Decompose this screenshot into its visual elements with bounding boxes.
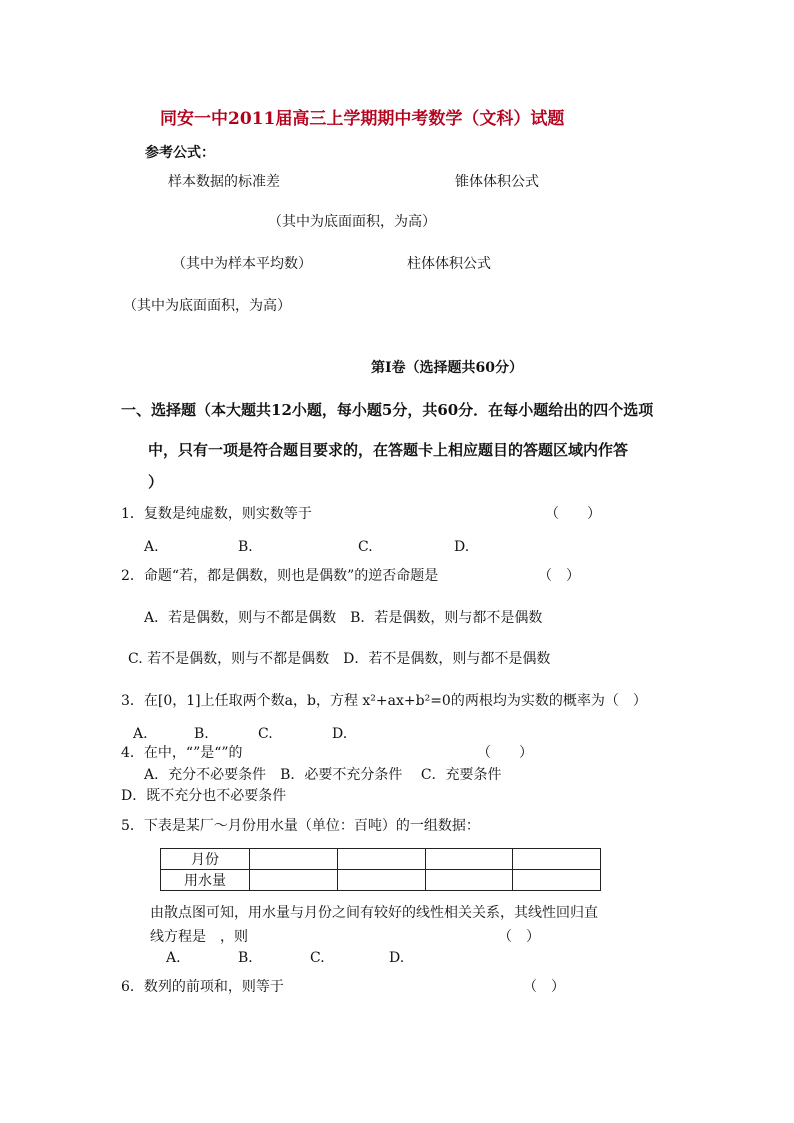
formula-cone-note: （其中为底面面积，为高） bbox=[268, 214, 436, 230]
exam-title: 同安一中2011届高三上学期期中考数学（文科）试题 bbox=[160, 109, 565, 129]
q1-option-d: D. bbox=[454, 539, 470, 555]
q3-option-a: A. bbox=[133, 726, 148, 742]
section-heading-line2: 中，只有一项是符合题目要求的，在答题卡上相应题目的答题区域内作答 bbox=[148, 441, 629, 459]
formulas-heading: 参考公式： bbox=[145, 145, 215, 161]
q2-answer-bracket: （ ） bbox=[538, 568, 580, 584]
table-cell bbox=[337, 870, 425, 891]
q5-option-a: A. bbox=[166, 950, 181, 966]
q1-answer-bracket: （ ） bbox=[545, 506, 601, 522]
table-header-month: 月份 bbox=[161, 849, 250, 870]
table-row bbox=[161, 849, 601, 870]
q3-option-d: D. bbox=[332, 726, 348, 742]
q2-options-cd: C. 若不是偶数，则与不都是偶数 D．若不是偶数，则与都不是偶数 bbox=[128, 651, 551, 667]
q3-stem: 3．在[0，1]上任取两个数a，b，方程 x²+ax+b²=0的两根均为实数的概率为（ ） bbox=[121, 693, 647, 709]
q2-options-ab: A．若是偶数，则与不都是偶数 B．若是偶数，则与都不是偶数 bbox=[144, 610, 543, 626]
formula-std-dev: 样本数据的标准差 bbox=[168, 174, 280, 190]
formula-prism-volume: 柱体体积公式 bbox=[407, 256, 491, 272]
formula-mean-note: （其中为样本平均数） bbox=[172, 256, 312, 272]
table-cell bbox=[513, 870, 601, 891]
q1-stem: 1．复数是纯虚数，则实数等于 bbox=[121, 506, 312, 522]
formula-cone-volume: 锥体体积公式 bbox=[455, 174, 539, 190]
q5-option-c: C. bbox=[310, 950, 325, 966]
q3-option-c: C. bbox=[258, 726, 273, 742]
q6-answer-bracket: （ ） bbox=[523, 979, 565, 995]
table-header-water: 用水量 bbox=[161, 870, 250, 891]
table-cell bbox=[250, 870, 338, 891]
table-cell bbox=[425, 849, 513, 870]
table-row bbox=[161, 870, 601, 891]
q5-option-b: B. bbox=[238, 950, 253, 966]
table-cell bbox=[425, 870, 513, 891]
table-cell bbox=[337, 849, 425, 870]
q3-option-b: B. bbox=[194, 726, 209, 742]
q4-option-d: D．既不充分也不必要条件 bbox=[121, 788, 287, 804]
q4-answer-bracket: （ ） bbox=[477, 745, 533, 761]
water-usage-table bbox=[160, 848, 601, 891]
q2-stem: 2．命题“若，都是偶数，则也是偶数”的逆否命题是 bbox=[121, 568, 439, 584]
table-cell bbox=[513, 849, 601, 870]
q5-answer-bracket: （ ） bbox=[498, 929, 540, 945]
q6-stem: 6．数列的前项和，则等于 bbox=[121, 979, 284, 995]
q5-stem: 5．下表是某厂～月份用水量（单位：百吨）的一组数据： bbox=[121, 818, 480, 834]
q4-options-abc: A．充分不必要条件 B．必要不充分条件 C．充要条件 bbox=[144, 767, 502, 783]
q5-text-line1: 由散点图可知，用水量与月份之间有较好的线性相关关系，其线性回归直 bbox=[150, 905, 598, 921]
q1-option-a: A. bbox=[144, 539, 159, 555]
q1-option-b: B. bbox=[238, 539, 253, 555]
section-heading-line1: 一、选择题（本大题共12小题，每小题5分，共60分．在每小题给出的四个选项 bbox=[121, 401, 654, 419]
section-heading-line3: ） bbox=[148, 473, 164, 491]
q1-option-c: C. bbox=[358, 539, 373, 555]
q5-text-line2: 线方程是 ，则 bbox=[150, 929, 248, 945]
table-cell bbox=[250, 849, 338, 870]
q5-option-d: D. bbox=[389, 950, 405, 966]
q4-stem: 4．在中，“”是“”的 bbox=[121, 745, 243, 761]
formula-prism-note: （其中为底面面积，为高） bbox=[123, 298, 291, 314]
part1-title: 第Ⅰ卷（选择题共60分） bbox=[371, 360, 524, 376]
